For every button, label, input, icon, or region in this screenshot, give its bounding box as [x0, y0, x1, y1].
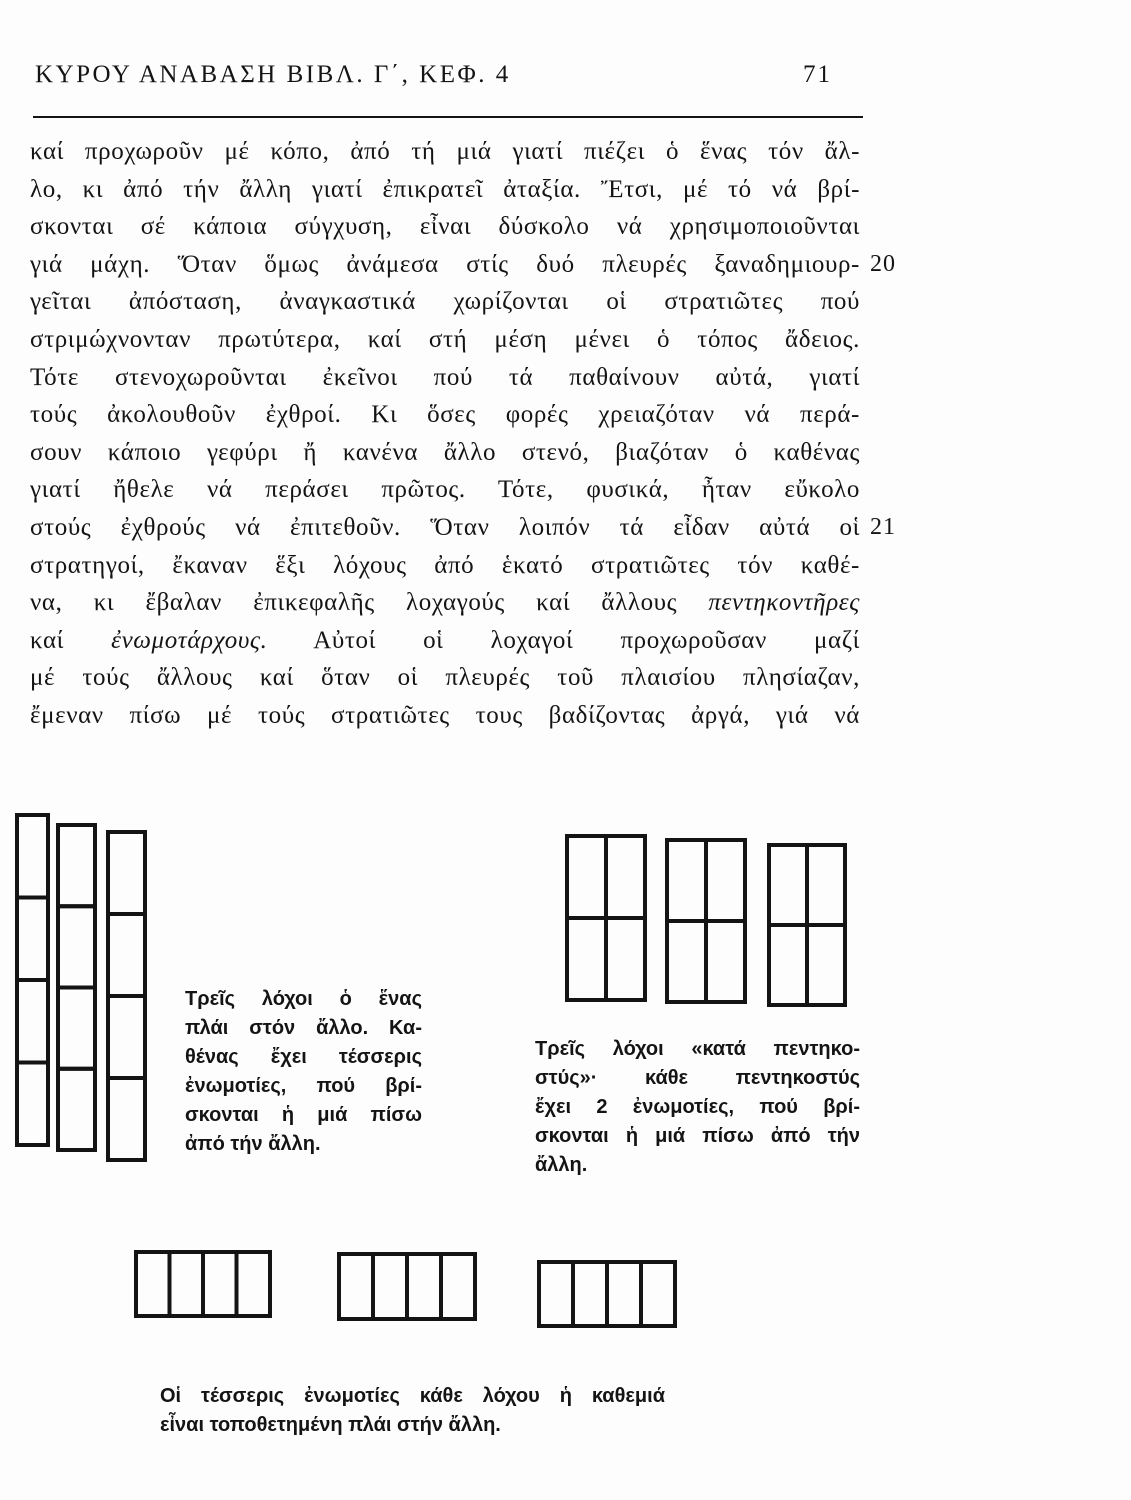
enomotia-box: [667, 921, 706, 1002]
enomotia-box: [667, 840, 706, 921]
lochos-pentekostys-2: [667, 840, 745, 1002]
enomotia-box: [203, 1252, 237, 1316]
caption-line: ἔχει 2 ἐνωμοτίες, πού βρί-: [535, 1096, 860, 1118]
body-line-text: ἔμεναν πίσω μέ τούς στρατιῶτες τους βαδίζοντας ἀργά, γιά νά: [30, 701, 860, 729]
caption-line: Οἱ τέσσερις ἐνωμοτίες κάθε λόχου ἡ καθεμιά: [160, 1385, 665, 1407]
enomotia-box: [17, 1063, 48, 1146]
body-line-text: μέ τούς ἄλλους καί ὅταν οἱ πλευρές τοῦ πλαισίου πλησίαζαν,: [30, 664, 860, 692]
enomotia-box: [573, 1262, 607, 1326]
enomotia-box: [606, 918, 645, 1000]
body-line-text: σκονται σέ κάποια σύγχυση, εἶναι δύσκολο νά χρησιμοποιοῦνται: [30, 213, 860, 241]
enomotia-box: [58, 825, 95, 906]
enomotia-box: [706, 840, 745, 921]
body-line-text: Αὐτοί οἱ λοχαγοί προχωροῦσαν μαζί: [313, 626, 860, 654]
enomotia-box: [641, 1262, 675, 1326]
enomotia-box: [606, 836, 645, 918]
enomotia-box: [58, 906, 95, 987]
body-line-text: στρατηγοί, ἔκαναν ἕξι λόχους ἀπό ἑκατό στρατιῶτες τόν καθέ-: [30, 551, 860, 579]
lochos-column-2: [58, 825, 95, 1150]
caption-line: ἀπό τήν ἄλλη.: [185, 1133, 321, 1155]
body-line-text: σουν κάποιο γεφύρι ἤ κανένα ἄλλο στενό, βιαζόταν ὁ καθένας: [30, 438, 860, 466]
enomotia-box: [17, 815, 48, 898]
enomotia-box: [539, 1262, 573, 1326]
enomotia-box: [769, 845, 807, 925]
body-line-text: Τότε στενοχωροῦνται ἐκεῖνοι πού τά παθαίνουν αὐτά, γιατί: [30, 363, 860, 391]
caption-side-by-side: [185, 985, 422, 1159]
body-line-text: στούς ἐχθρούς νά ἐπιτεθοῦν. Ὅταν λοιπόν τά εἶδαν αὐτά οἱ: [30, 513, 860, 541]
body-line-text: τούς ἀκολουθοῦν ἐχθροί. Κι ὅσες φορές χρειαζόταν νά περά-: [30, 401, 860, 429]
caption-line: σκονται ἡ μιά πίσω ἀπό τήν: [535, 1125, 860, 1147]
page-number: 71: [803, 61, 832, 88]
enomotia-box: [706, 921, 745, 1002]
enomotia-box: [441, 1254, 475, 1319]
lochos-abreast-3: [539, 1262, 675, 1326]
body-line-text: γιά μάχη. Ὅταν ὅμως ἀνάμεσα στίς δυό πλευρές ξαναδημιουρ-: [30, 250, 860, 278]
enomotia-box: [567, 918, 606, 1000]
running-title: ΚΥΡΟΥ ΑΝΑΒΑΣΗ ΒΙΒΛ. Γ΄, ΚΕΦ. 4: [35, 61, 511, 88]
enomotia-box: [339, 1254, 373, 1319]
caption-line: Τρεῖς λόχοι «κατά πεντηκο-: [535, 1038, 860, 1060]
enomotia-box: [17, 980, 48, 1063]
caption-line: Τρεῖς λόχοι ὁ ἕνας: [185, 988, 422, 1010]
enomotia-box: [373, 1254, 407, 1319]
margin-section-number: 20: [870, 250, 896, 277]
caption-line: ἄλλη.: [535, 1154, 588, 1176]
caption-line: πλάι στόν ἄλλο. Κα-: [185, 1017, 422, 1039]
enomotia-box: [58, 1069, 95, 1150]
enomotia-box: [58, 988, 95, 1069]
lochos-pentekostys-3: [769, 845, 845, 1005]
italic-term: πεντηκοντῆρες: [708, 589, 860, 617]
enomotia-box: [17, 898, 48, 981]
margin-section-number: 21: [870, 513, 896, 540]
caption-abreast: [160, 1382, 665, 1440]
lochos-column-3: [108, 832, 145, 1160]
body-line-text: γιατί ἤθελε νά περάσει πρῶτος. Τότε, φυσικά, ἦταν εὔκολο: [30, 476, 860, 504]
enomotia-box: [136, 1252, 170, 1316]
enomotia-box: [108, 914, 145, 996]
lochos-column-1: [17, 815, 48, 1145]
enomotia-box: [607, 1262, 641, 1326]
enomotia-box: [108, 1078, 145, 1160]
enomotia-box: [807, 925, 845, 1005]
enomotia-box: [769, 925, 807, 1005]
body-line-text: καί προχωροῦν μέ κόπο, ἀπό τή μιά γιατί πιέζει ὁ ἕνας τόν ἄλ-: [30, 138, 860, 165]
lochos-abreast-1: [136, 1252, 270, 1316]
enomotia-box: [567, 836, 606, 918]
enomotia-box: [170, 1252, 204, 1316]
caption-line: θένας ἔχει τέσσερις: [185, 1046, 422, 1068]
body-line-text: να, κι ἔβαλαν ἐπικεφαλῆς λοχαγούς καί ἄλλους: [30, 589, 678, 617]
caption-line: σκονται ἡ μιά πίσω: [185, 1104, 422, 1126]
body-line-text: στριμώχνονταν πρωτύτερα, καί στή μέση μένει ὁ τόπος ἄδειος.: [30, 325, 860, 353]
caption-line: ἐνωμοτίες, πού βρί-: [185, 1075, 422, 1097]
body-line-text: γεῖται ἀπόσταση, ἀναγκαστικά χωρίζονται οἱ στρατιῶτες πού: [30, 288, 860, 316]
enomotia-box: [108, 832, 145, 914]
caption-line: εἶναι τοποθετημένη πλάι στήν ἄλλη.: [160, 1414, 501, 1436]
body-line-text: καί: [30, 626, 65, 654]
enomotia-box: [237, 1252, 271, 1316]
caption-by-pentekostys: [535, 1035, 860, 1180]
lochos-pentekostys-1: [567, 836, 645, 1000]
body-line-text: λο, κι ἀπό τήν ἄλλη γιατί ἐπικρατεῖ ἀταξία. Ἔτσι, μέ τό νά βρί-: [30, 175, 860, 203]
enomotia-box: [108, 996, 145, 1078]
enomotia-box: [807, 845, 845, 925]
caption-line: στύς»· κάθε πεντηκοστύς: [535, 1067, 860, 1089]
enomotia-box: [407, 1254, 441, 1319]
italic-term: ἐνωμοτάρχους.: [111, 626, 268, 654]
lochos-abreast-2: [339, 1254, 475, 1319]
